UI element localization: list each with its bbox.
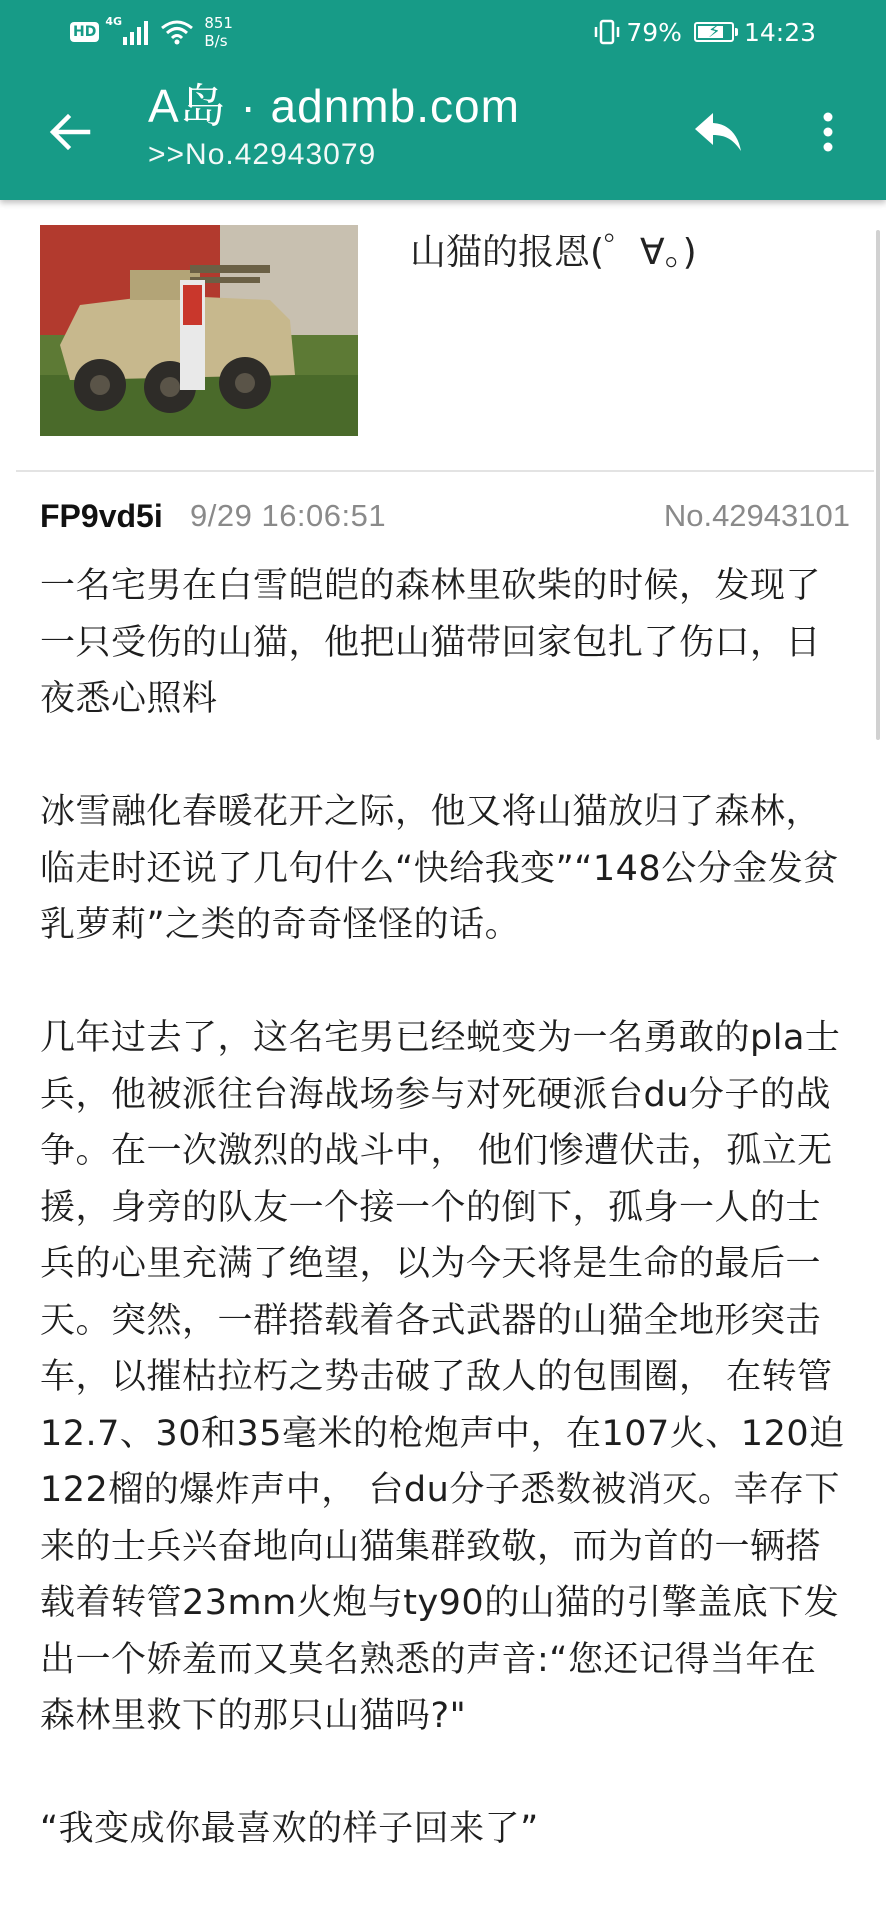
signal-bar — [137, 27, 141, 45]
battery-percent: 79% — [626, 17, 682, 47]
app-title: A岛 · adnmb.com — [148, 80, 520, 132]
wifi-icon — [160, 19, 194, 45]
reply-body — [40, 558, 850, 1858]
thread-number[interactable]: >>No.42943079 — [148, 138, 377, 171]
vibrate-icon — [592, 19, 622, 45]
thread-image[interactable] — [40, 225, 358, 436]
network-speed — [204, 14, 233, 50]
more-vertical-icon — [822, 111, 834, 153]
reply-paragraph: 几年过去了，这名宅男已经蜕变为一名勇敢的pla士兵，他被派往台海战场参与对死硬派台du分子的战争。在一次激烈的战斗中， 他们惨遭伏击，孤立无援，身旁的队友一个接一个的倒下，孤身一人的士兵的心里充满了绝望，以为今天将是生命的最后一天。突然，一群搭载着各式武器的山猫全地形突击车，以摧枯拉朽之势击破了敌人的包围圈， 在转管12.7、30和35毫米的枪炮声中，在107火、120迫122榴的爆炸声中， 台du分子悉数被消灭。幸存下来的士兵兴奋地向山猫集群致敬，而为首的一辆搭载着转管23mm火炮与ty90的山猫的引擎盖底下发出一个娇羞而又莫名熟悉的声音:“您还记得当年在森林里救下的那只山猫吗?" — [40, 1018, 845, 1736]
reply-paragraph: “我变成你最喜欢的样子回来了” — [40, 1809, 539, 1849]
app-bar — [0, 62, 886, 200]
charging-icon: ⚡ — [707, 21, 721, 42]
cellular-signal-icon — [105, 15, 148, 45]
reply-number[interactable]: No.42943101 — [663, 498, 850, 533]
clock: 14:23 — [743, 17, 816, 47]
arrow-left-icon — [48, 110, 92, 154]
thread-title: 山猫的报恩(゜∀。) — [410, 232, 697, 273]
signal-bar — [144, 21, 148, 45]
thread-content[interactable] — [0, 200, 886, 1920]
status-left — [70, 14, 233, 50]
status-right — [592, 14, 816, 50]
network-speed-value: 851 — [204, 14, 233, 32]
back-button[interactable] — [40, 102, 100, 162]
reply-post — [0, 490, 886, 1858]
network-speed-unit: B/s — [204, 32, 228, 50]
header — [0, 0, 886, 200]
reply-paragraph: 冰雪融化春暖花开之际，他又将山猫放归了森林，临走时还说了几句什么“快给我变”“148公分金发贫乳萝莉”之类的奇奇怪怪的话。 — [40, 792, 839, 945]
hd-badge: HD — [70, 22, 99, 42]
reply-icon — [693, 111, 743, 153]
reply-paragraph: 一名宅男在白雪皑皑的森林里砍柴的时候，发现了一只受伤的山猫，他把山猫带回家包扎了伤口，日夜悉心照料 — [40, 566, 822, 719]
signal-bar — [123, 37, 127, 45]
more-menu-button[interactable] — [800, 102, 856, 162]
scrollbar[interactable] — [876, 230, 880, 740]
battery-icon — [694, 22, 734, 42]
reply-button[interactable] — [688, 102, 748, 162]
title-block — [148, 78, 520, 174]
reply-timestamp: 9/29 16:06:51 — [190, 498, 387, 533]
post-divider — [16, 470, 874, 472]
network-type-label: 4G — [105, 15, 123, 28]
reply-user-id[interactable]: FP9vd5i — [40, 498, 163, 534]
status-bar — [0, 0, 886, 62]
reply-meta — [40, 490, 850, 550]
signal-bar — [130, 32, 134, 45]
